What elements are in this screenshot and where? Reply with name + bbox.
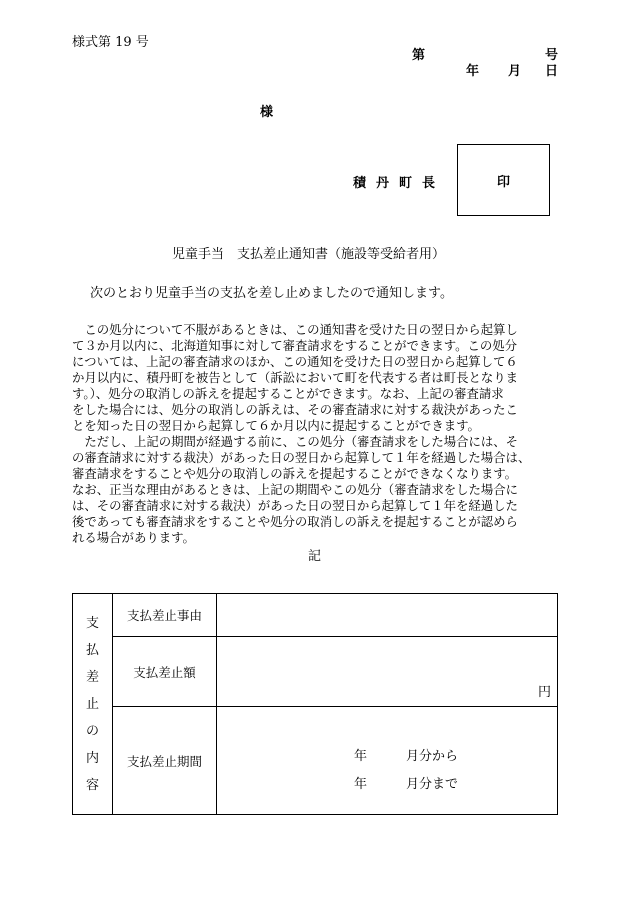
form-number: 様式第 19 号	[72, 35, 149, 50]
side-label-char: 止	[85, 696, 99, 712]
side-label	[73, 594, 113, 815]
side-label-char: 差	[85, 669, 99, 685]
ki-heading: 記	[308, 549, 322, 564]
appeal-notice	[72, 322, 562, 546]
doc-number-suffix: 号	[545, 48, 559, 63]
details-table	[72, 593, 558, 815]
side-label-char: の	[85, 723, 99, 739]
document-title: 児童手当 支払差止通知書（施設等受給者用）	[172, 247, 446, 262]
seal-label: 印	[496, 174, 510, 190]
reason-value[interactable]	[217, 594, 558, 637]
appeal-paragraph-1: この処分について不服があるときは、この通知書を受けた日の翌日から起算し て３か月以内に、北海道知事に対して審査請求をすることができます。この処分 については、上記の審査請求のほか、この通知を受けた日の翌日から起算して６ か月以内に、積丹町を被告として（訴訟において町を代表する者は町長となりま す。）、処分の取消しの訴えを提起することができます。なお、上記の審査請求 をした場合には、処分の取消しの訴えは、その審査請求に対する裁決があったこ とを知った日の翌日から起算して６か月以内に提起することができます。	[72, 322, 519, 433]
period-value[interactable]	[217, 707, 558, 815]
date-day-label: 日	[545, 64, 559, 79]
period-label: 支払差止期間	[113, 707, 217, 815]
side-label-char: 容	[85, 777, 99, 793]
doc-number-prefix: 第	[412, 48, 426, 63]
reason-label: 支払差止事由	[113, 594, 217, 637]
amount-unit: 円	[537, 685, 551, 700]
period-from-year: 年	[354, 749, 368, 764]
date-month-label: 月	[508, 64, 522, 79]
side-label-char: 内	[85, 750, 99, 766]
side-label-char: 支	[85, 615, 99, 631]
recipient-honorific: 様	[260, 105, 274, 120]
issuer-name: 積丹町長	[353, 176, 446, 191]
amount-value[interactable]	[217, 637, 558, 707]
amount-label: 支払差止額	[113, 637, 217, 707]
date-year-label: 年	[466, 64, 480, 79]
period-to-year: 年	[354, 777, 368, 792]
appeal-paragraph-2: ただし、上記の期間が経過する前に、この処分（審査請求をした場合には、そ の審査請求に対する裁決）があった日の翌日から起算して１年を経過した場合は、 審査請求をすることや処分の取消しの訴えを提起することができなくなります。 なお、正当な理由があるときは、上記の期間やこの処分（審査請求をした場合に は、その審査請求に対する裁決）があった日の翌日から起算して１年を経過した 後であっても審査請求をすることや処分の取消しの訴えを提起することが認めら れる場合があります。	[72, 434, 531, 545]
seal-box	[457, 144, 550, 216]
period-from-month: 月分から	[406, 749, 459, 764]
intro-text: 次のとおり児童手当の支払を差し止めましたので通知します。	[90, 286, 453, 301]
side-label-char: 払	[85, 642, 99, 658]
period-to-month: 月分まで	[406, 777, 459, 792]
